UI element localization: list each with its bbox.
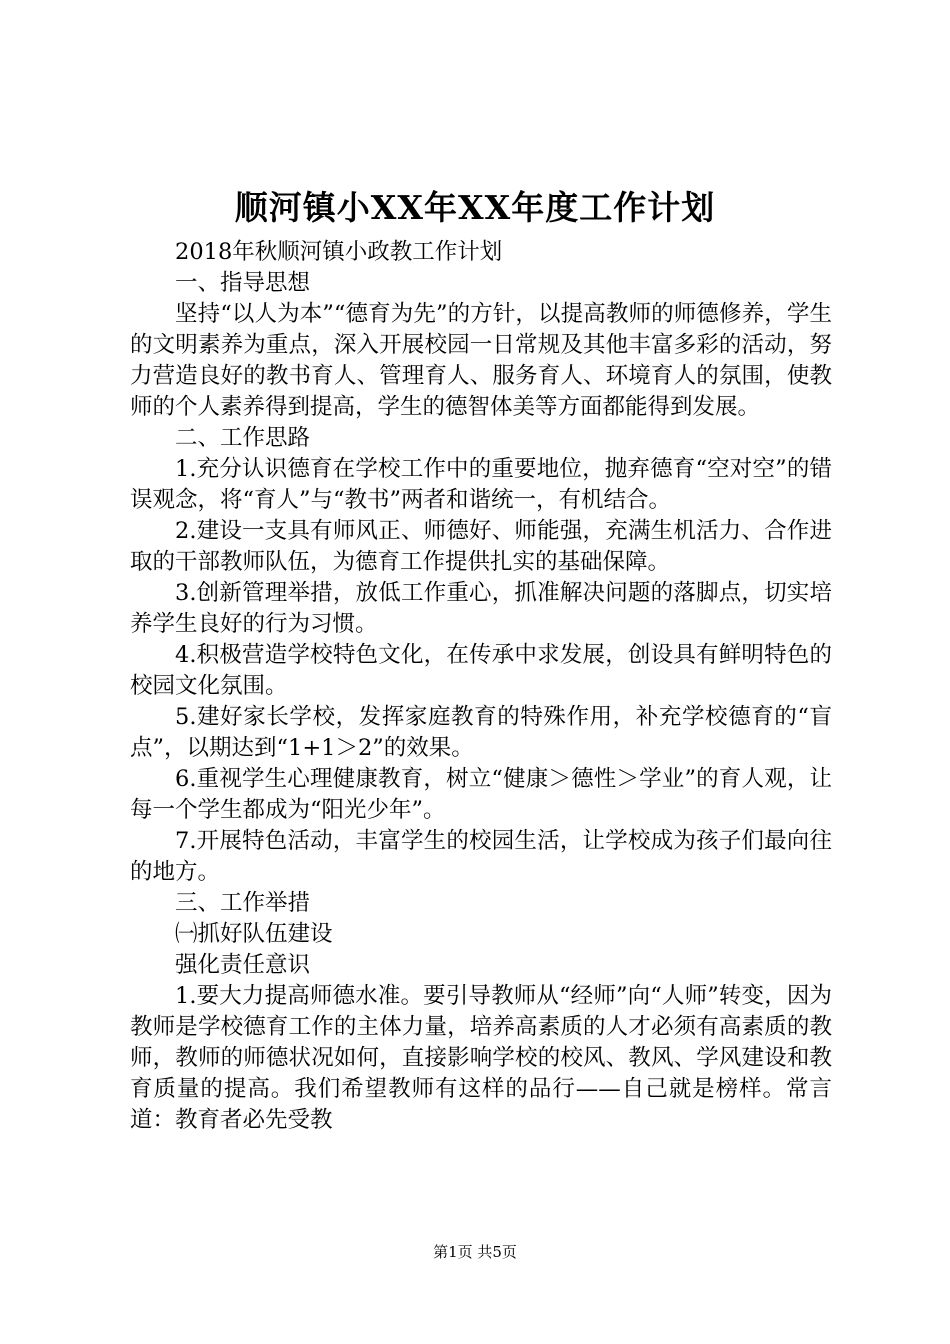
section-heading-work-measures: 三、工作举措 xyxy=(175,890,311,916)
list-item: 1.充分认识德育在学校工作中的重要地位，抛弃德育“空对空”的错误观念，将“育人”与“教书”两者和谐统一，有机结合。 xyxy=(130,456,832,513)
list-item: 5.建好家长学校，发挥家庭教育的特殊作用，补充学校德育的“盲点”，以期达到“1+1＞2”的效果。 xyxy=(130,704,832,761)
list-item: 6.重视学生心理健康教育，树立“健康＞德性＞学业”的育人观，让每一个学生都成为“阳光少年”。 xyxy=(130,766,832,823)
section-heading-work-approach: 二、工作思路 xyxy=(175,425,311,451)
subheading-responsibility: 强化责任意识 xyxy=(175,952,311,978)
document-body xyxy=(130,237,832,1136)
list-item: 4.积极营造学校特色文化，在传承中求发展，创设具有鲜明特色的校园文化氛围。 xyxy=(130,642,832,699)
page-footer: 第1页 共5页 xyxy=(433,1243,517,1261)
document-subtitle: 2018年秋顺河镇小政教工作计划 xyxy=(175,239,503,265)
list-item: 7.开展特色活动，丰富学生的校园生活，让学校成为孩子们最向往的地方。 xyxy=(130,828,832,885)
document-title: 顺河镇小XX年XX年度工作计划 xyxy=(234,188,716,227)
list-item: 2.建设一支具有师风正、师德好、师能强，充满生机活力、合作进取的干部教师队伍，为德育工作提供扎实的基础保障。 xyxy=(130,518,832,575)
paragraph-guiding-thought: 坚持“以人为本”“德育为先”的方针，以提高教师的师德修养，学生的文明素养为重点，深入开展校园一日常规及其他丰富多彩的活动，努力营造良好的教书育人、管理育人、服务育人、环境育人的氛围，使教师的个人素养得到提高，学生的德智体美等方面都能得到发展。 xyxy=(130,301,832,420)
list-item: 3.创新管理举措，放低工作重心，抓准解决问题的落脚点，切实培养学生良好的行为习惯。 xyxy=(130,580,832,637)
paragraph-teacher-ethics: 1.要大力提高师德水准。要引导教师从“经师”向“人师”转变，因为教师是学校德育工作的主体力量，培养高素质的人才必须有高素质的教师，教师的师德状况如何，直接影响学校的校风、教风、学风建设和教育质量的提高。我们希望教师有这样的品行——自己就是榜样。常言道：教育者必先受教 xyxy=(130,983,832,1133)
subheading-team-building: ㈠抓好队伍建设 xyxy=(175,921,333,947)
section-heading-guiding-thought: 一、指导思想 xyxy=(175,270,311,296)
